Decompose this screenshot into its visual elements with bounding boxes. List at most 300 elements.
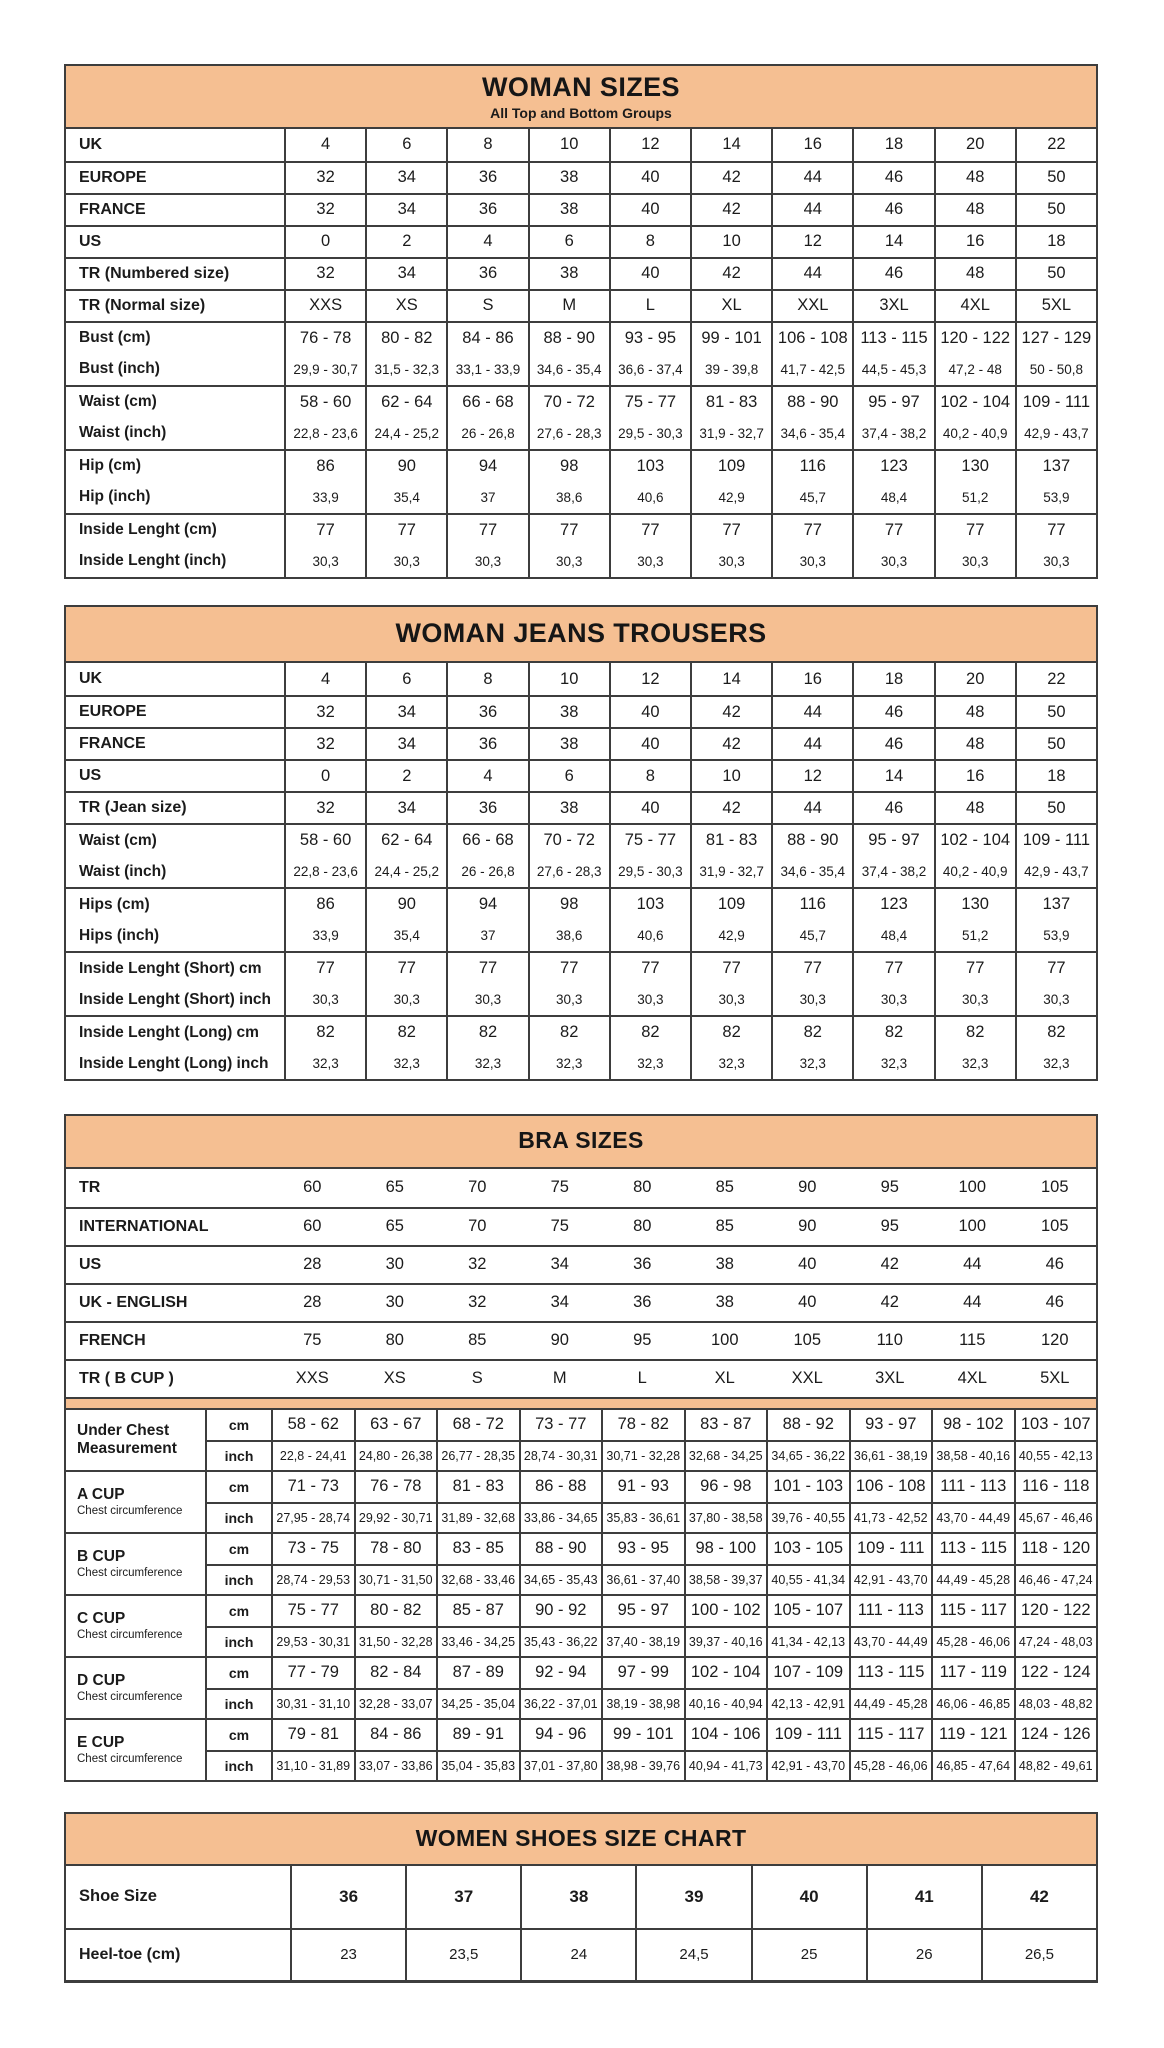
row-label: INTERNATIONAL	[79, 1217, 209, 1235]
size-cell: 32	[284, 163, 365, 193]
row-label: US	[79, 1255, 102, 1273]
measure-cell-cm: 89 - 91	[452, 1725, 504, 1744]
size-cell-inch: 42,9 - 43,7	[1024, 425, 1089, 441]
size-cell-inch: 37,4 - 38,2	[861, 425, 927, 441]
size-cell-inch: 30,3	[556, 553, 583, 569]
measure-cell-cm: 80 - 82	[370, 1601, 422, 1620]
measure-cell-group	[354, 1472, 437, 1532]
measure-cell-cm: 94 - 96	[535, 1725, 587, 1744]
size-cell-cm: 81 - 83	[705, 392, 758, 411]
size-cell-group	[528, 515, 609, 577]
measure-cell-group	[354, 1658, 437, 1718]
size-cell-inch: 38,6	[556, 928, 583, 944]
size-cell: 46	[852, 793, 933, 823]
row-label: FRANCE	[79, 200, 146, 218]
table-row	[66, 161, 1096, 193]
size-cell-inch: 53,9	[1043, 489, 1070, 505]
size-cell-cm: 82	[641, 1023, 660, 1042]
size-cell: S	[446, 291, 527, 321]
size-cell: 38	[528, 697, 609, 727]
size-cell: 40	[798, 1293, 817, 1312]
shoes-header	[66, 1814, 1096, 1866]
size-cell-cm: 77	[316, 520, 335, 539]
size-cell-group	[528, 451, 609, 513]
size-cell-cm: 130	[961, 456, 989, 475]
size-cell: 120	[1040, 1331, 1069, 1350]
size-cell: 36	[633, 1255, 652, 1274]
table-row-pair	[66, 823, 1096, 887]
size-cell: 44	[771, 697, 852, 727]
measure-cell-inch: 41,73 - 42,52	[851, 1502, 932, 1532]
size-cell-group	[771, 451, 852, 513]
bra-measure-group	[66, 1718, 1096, 1780]
size-cell: 44	[963, 1293, 982, 1312]
measure-cell-group	[601, 1720, 684, 1780]
bra-conversion-row	[66, 1283, 1096, 1321]
size-cell-cm: 90	[397, 456, 416, 475]
measure-cell-cm: 116 - 118	[1022, 1477, 1090, 1496]
size-cell: 38	[528, 259, 609, 289]
measure-cell-inch: 35,43 - 36,22	[521, 1626, 602, 1656]
size-cell: 12	[609, 663, 690, 695]
measure-cell-inch: 22,8 - 24,41	[273, 1440, 354, 1470]
measure-cell-cm: 77 - 79	[287, 1663, 339, 1682]
table-row	[66, 1928, 1096, 1980]
size-cell-inch: 30,3	[393, 992, 420, 1008]
unit-cm-label: cm	[228, 1416, 250, 1433]
row-label: UK - ENGLISH	[79, 1293, 188, 1311]
shoes-title: WOMEN SHOES SIZE CHART	[415, 1824, 747, 1851]
row-label: TR ( B CUP )	[79, 1369, 174, 1387]
measure-cell-inch: 32,68 - 33,46	[438, 1564, 519, 1594]
measure-cell-inch: 36,61 - 37,40	[603, 1564, 684, 1594]
size-cell: 36	[633, 1293, 652, 1312]
group-label-title: B CUP	[77, 1548, 126, 1566]
size-cell: 20	[934, 129, 1015, 161]
size-cell-inch: 33,1 - 33,9	[455, 361, 521, 377]
table-row	[66, 129, 1096, 161]
size-cell: 40	[609, 163, 690, 193]
measure-cell-inch: 32,28 - 33,07	[356, 1688, 437, 1718]
measure-cell-group	[601, 1658, 684, 1718]
size-cell-group	[1015, 451, 1096, 513]
measure-cell-inch: 34,65 - 36,22	[768, 1440, 849, 1470]
size-cell: 14	[690, 129, 771, 161]
group-label-title: C CUP	[77, 1610, 126, 1628]
size-cell-group	[771, 387, 852, 449]
size-cell-cm: 82	[397, 1023, 416, 1042]
size-cell-cm: 95 - 97	[868, 392, 920, 411]
measure-cell-group	[684, 1472, 767, 1532]
size-cell: 6	[528, 227, 609, 257]
measure-cell-inch: 29,53 - 30,31	[273, 1626, 354, 1656]
size-cell: 44	[771, 195, 852, 225]
bra-conversion-row	[66, 1245, 1096, 1283]
size-cell-group	[1015, 1017, 1096, 1079]
row-label-group	[66, 515, 284, 577]
row-label-group	[66, 889, 284, 951]
size-cell-cm: 93 - 95	[624, 328, 677, 347]
row-label: TR (Normal size)	[79, 296, 206, 314]
measure-cell-inch: 45,28 - 46,06	[933, 1626, 1014, 1656]
row-label: TR (Jean size)	[79, 799, 187, 817]
measure-cell-inch: 45,67 - 46,46	[1016, 1502, 1097, 1532]
table-row	[66, 695, 1096, 727]
row-label-inch: Inside Lenght (Long) inch	[79, 1054, 269, 1072]
size-cell-group	[852, 825, 933, 887]
size-cell: 42	[690, 729, 771, 759]
size-cell: 38	[715, 1293, 734, 1312]
size-cell-group	[609, 515, 690, 577]
measure-cell-group	[271, 1720, 354, 1780]
size-cell: 40	[609, 697, 690, 727]
size-cell-group	[446, 451, 527, 513]
size-cell-inch: 32,3	[393, 1056, 420, 1072]
measure-cell-cm: 84 - 86	[370, 1725, 422, 1744]
size-cell-inch: 38,6	[556, 489, 583, 505]
size-cell: 48	[934, 259, 1015, 289]
size-cell: 85	[468, 1331, 487, 1350]
size-cell-inch: 30,3	[393, 553, 420, 569]
measure-cell-cm: 106 - 108	[855, 1477, 926, 1496]
row-label: TR (Numbered size)	[79, 264, 230, 282]
bra-sizes-header	[66, 1116, 1096, 1168]
size-cell-group	[528, 953, 609, 1015]
size-cell-inch: 48,4	[880, 928, 908, 944]
measure-cell-inch: 28,74 - 29,53	[273, 1564, 354, 1594]
size-cell: 14	[852, 227, 933, 257]
size-cell: 10	[690, 761, 771, 791]
group-label-subtitle: Chest circumference	[77, 1691, 183, 1704]
measure-cell-group	[766, 1534, 849, 1594]
woman-jeans-table	[64, 605, 1098, 1082]
size-cell: 32	[468, 1293, 487, 1312]
measure-cell-cm: 107 - 109	[773, 1663, 844, 1682]
row-label: US	[79, 232, 102, 250]
size-cell-inch: 45,7	[799, 489, 826, 505]
size-cell-group	[446, 953, 527, 1015]
size-cell-group	[446, 1017, 527, 1079]
row-label-cm: Inside Lenght (Short) cm	[79, 959, 262, 977]
row-label-group	[66, 1017, 284, 1079]
size-cell: 6	[528, 761, 609, 791]
size-cell: 8	[609, 761, 690, 791]
size-cell: 70	[468, 1217, 487, 1236]
size-cell: 30	[385, 1293, 404, 1312]
size-cell-group	[771, 515, 852, 577]
measure-cell-cm: 101 - 103	[773, 1477, 844, 1496]
size-cell-cm: 95 - 97	[868, 831, 920, 850]
size-cell-group	[446, 889, 527, 951]
size-cell-inch: 37	[480, 928, 496, 944]
measure-cell-cm: 119 - 121	[939, 1725, 1008, 1744]
size-cell: 46	[1045, 1293, 1064, 1312]
size-cell-inch: 29,9 - 30,7	[293, 361, 358, 377]
measure-cell-group	[519, 1534, 602, 1594]
unit-cm-label: cm	[228, 1664, 250, 1681]
size-cell: 36	[446, 195, 527, 225]
size-cell-cm: 58 - 60	[299, 392, 352, 411]
size-cell: L	[637, 1369, 647, 1388]
measure-cell-group	[849, 1658, 932, 1718]
size-cell-group	[446, 387, 527, 449]
measure-cell-cm: 78 - 82	[617, 1415, 669, 1434]
measure-cell-cm: 73 - 77	[535, 1415, 587, 1434]
measure-cell-cm: 73 - 75	[287, 1539, 339, 1558]
size-cell: 40	[609, 729, 690, 759]
measure-cell-group	[931, 1410, 1014, 1470]
unit-inch-label: inch	[207, 1440, 271, 1470]
bra-sizes-table	[64, 1114, 1098, 1781]
measure-cell-cm: 85 - 87	[452, 1601, 504, 1620]
size-cell-inch: 32,3	[962, 1056, 989, 1072]
shoes-size-table	[64, 1812, 1098, 1983]
measure-cell-group	[684, 1658, 767, 1718]
size-cell: 50	[1015, 195, 1096, 225]
measure-cell-group	[271, 1534, 354, 1594]
size-cell: 0	[284, 227, 365, 257]
size-cell: 37	[405, 1866, 520, 1928]
size-cell-cm: 82	[884, 1023, 904, 1042]
row-label-inch: Inside Lenght (Short) inch	[79, 990, 272, 1008]
row-label: US	[79, 767, 102, 785]
size-cell-inch: 32,3	[1043, 1056, 1070, 1072]
size-cell-cm: 103	[636, 895, 665, 914]
size-cell-group	[1015, 889, 1096, 951]
size-cell-inch: 34,6 - 35,4	[780, 425, 846, 441]
size-cell-group	[1015, 323, 1096, 385]
size-cell-inch: 40,6	[637, 489, 664, 505]
size-cell: 2	[365, 761, 446, 791]
measure-cell-inch: 39,37 - 40,16	[686, 1626, 767, 1656]
size-cell: 42	[690, 163, 771, 193]
size-cell: 23,5	[405, 1930, 520, 1980]
size-cell: 48	[934, 195, 1015, 225]
size-cell-group	[690, 953, 771, 1015]
size-cell: XXL	[791, 1369, 823, 1388]
row-label-group	[66, 953, 284, 1015]
size-cell-cm: 116	[799, 456, 826, 475]
measure-cell-cm: 83 - 87	[700, 1415, 752, 1434]
measure-cell-cm: 82 - 84	[370, 1663, 422, 1682]
bra-measure-group	[66, 1410, 1096, 1470]
table-row	[66, 759, 1096, 791]
size-cell-group	[852, 451, 933, 513]
size-cell-cm: 77	[884, 959, 904, 978]
measure-cell-inch: 31,10 - 31,89	[273, 1750, 354, 1780]
bra-sizes-title: BRA SIZES	[518, 1127, 644, 1154]
measure-cell-group	[271, 1472, 354, 1532]
measure-cell-group	[1014, 1534, 1097, 1594]
measure-cell-inch: 40,16 - 40,94	[686, 1688, 767, 1718]
table-row-pair	[66, 513, 1096, 577]
row-label: UK	[79, 670, 103, 688]
size-cell: 95	[880, 1217, 899, 1236]
measure-cell-inch: 26,77 - 28,35	[438, 1440, 519, 1470]
measure-cell-cm: 63 - 67	[370, 1415, 422, 1434]
size-cell-cm: 88 - 90	[787, 831, 839, 850]
size-cell: 8	[446, 663, 527, 695]
measure-cell-inch: 40,55 - 41,34	[768, 1564, 849, 1594]
size-cell-cm: 109 - 111	[1022, 831, 1091, 850]
size-cell: 20	[934, 663, 1015, 695]
measure-cell-inch: 27,95 - 28,74	[273, 1502, 354, 1532]
measure-cell-group	[766, 1410, 849, 1470]
measure-cell-cm: 124 - 126	[1020, 1725, 1091, 1744]
measure-cell-cm: 86 - 88	[535, 1477, 587, 1496]
size-cell-cm: 123	[880, 895, 908, 914]
table-row	[66, 289, 1096, 321]
size-cell: 4	[446, 227, 527, 257]
size-cell-inch: 30,3	[880, 992, 908, 1008]
measure-cell-inch: 38,58 - 39,37	[686, 1564, 767, 1594]
size-cell: 75	[550, 1178, 569, 1197]
measure-cell-group	[931, 1658, 1014, 1718]
measure-cell-group	[931, 1596, 1014, 1656]
size-cell: 40	[609, 195, 690, 225]
group-label-subtitle: Chest circumference	[77, 1629, 183, 1642]
table-row	[66, 791, 1096, 823]
size-cell: 36	[446, 163, 527, 193]
size-cell: 5XL	[1040, 1369, 1070, 1388]
measure-cell-group	[684, 1410, 767, 1470]
size-cell: 41	[866, 1866, 981, 1928]
table-row-pair	[66, 321, 1096, 385]
size-cell: 75	[550, 1217, 569, 1236]
size-cell-group	[365, 515, 446, 577]
size-cell-group	[1015, 515, 1096, 577]
size-cell-group	[609, 387, 690, 449]
size-cell: 36	[290, 1866, 405, 1928]
table-row	[66, 225, 1096, 257]
size-cell-cm: 77	[560, 520, 579, 539]
bra-measure-group	[66, 1532, 1096, 1594]
measure-cell-inch: 33,86 - 34,65	[521, 1502, 602, 1532]
measure-cell-cm: 102 - 104	[690, 1663, 761, 1682]
woman-sizes-title: WOMAN SIZES	[482, 72, 680, 102]
size-cell: 36	[446, 259, 527, 289]
size-cell: 34	[365, 195, 446, 225]
measure-cell-group	[931, 1472, 1014, 1532]
size-cell-cm: 123	[880, 456, 908, 475]
size-cell: 46	[852, 163, 933, 193]
measure-cell-inch: 44,49 - 45,28	[933, 1564, 1014, 1594]
group-label-title: D CUP	[77, 1672, 126, 1690]
measure-cell-cm: 113 - 115	[857, 1663, 925, 1682]
size-cell-group	[771, 323, 852, 385]
size-cell: 12	[609, 129, 690, 161]
size-cell-cm: 82	[803, 1023, 822, 1042]
size-cell-group	[365, 953, 446, 1015]
measure-cell-cm: 105 - 107	[773, 1601, 844, 1620]
size-cell-inch: 42,9 - 43,7	[1024, 864, 1089, 880]
size-cell: 34	[365, 163, 446, 193]
measure-cell-group	[1014, 1472, 1097, 1532]
size-cell-inch: 44,5 - 45,3	[861, 361, 927, 377]
measure-cell-group	[436, 1472, 519, 1532]
group-label-title: A CUP	[77, 1486, 125, 1504]
size-cell: 46	[852, 259, 933, 289]
size-cell: 14	[690, 663, 771, 695]
size-cell: 40	[609, 259, 690, 289]
size-cell-cm: 130	[961, 895, 989, 914]
measure-cell-inch: 37,01 - 37,80	[521, 1750, 602, 1780]
size-cell: 50	[1015, 259, 1096, 289]
size-cell-cm: 82	[1047, 1023, 1066, 1042]
size-cell: 46	[1045, 1255, 1064, 1274]
size-cell-cm: 98	[560, 456, 579, 475]
measure-cell-inch: 34,25 - 35,04	[438, 1688, 519, 1718]
size-cell: 4	[446, 761, 527, 791]
size-cell-group	[771, 825, 852, 887]
measure-cell-group	[931, 1534, 1014, 1594]
measure-cell-inch: 36,22 - 37,01	[521, 1688, 602, 1718]
measure-cell-group	[849, 1410, 932, 1470]
measure-cell-group	[519, 1658, 602, 1718]
size-cell-inch: 31,9 - 32,7	[699, 425, 764, 441]
size-cell: 24,5	[635, 1930, 750, 1980]
measure-cell-group	[271, 1596, 354, 1656]
size-cell-cm: 77	[641, 959, 660, 978]
row-label-inch: Bust (inch)	[79, 360, 160, 378]
size-cell-inch: 29,5 - 30,3	[618, 864, 683, 880]
measure-cell-inch: 46,85 - 47,64	[933, 1750, 1014, 1780]
row-label-group	[66, 387, 284, 449]
size-cell-inch: 36,6 - 37,4	[618, 361, 683, 377]
measure-cell-inch: 38,98 - 39,76	[603, 1750, 684, 1780]
size-cell: 6	[365, 663, 446, 695]
measure-cell-group	[436, 1596, 519, 1656]
size-cell: 18	[1015, 761, 1096, 791]
size-cell: 32	[284, 697, 365, 727]
measure-cell-group	[684, 1534, 767, 1594]
row-label: TR	[79, 1178, 101, 1196]
size-cell-inch: 30,3	[718, 553, 745, 569]
size-cell-group	[934, 387, 1015, 449]
size-cell: 44	[771, 163, 852, 193]
size-cell: 90	[798, 1178, 817, 1197]
size-cell-inch: 33,9	[312, 928, 339, 944]
size-cell-group	[934, 515, 1015, 577]
size-cell-cm: 127 - 129	[1021, 328, 1092, 347]
bra-measurement-rows	[66, 1410, 1096, 1780]
size-cell: 32	[284, 259, 365, 289]
size-cell-cm: 77	[1047, 520, 1066, 539]
size-cell-group	[284, 953, 365, 1015]
measure-cell-cm: 98 - 102	[942, 1415, 1004, 1434]
size-cell-inch: 40,2 - 40,9	[942, 864, 1008, 880]
measure-cell-cm: 87 - 89	[452, 1663, 504, 1682]
size-cell: 32	[284, 195, 365, 225]
size-cell: XXS	[295, 1369, 329, 1388]
shoes-rows	[66, 1866, 1096, 1980]
size-cell-inch: 30,3	[880, 553, 908, 569]
size-cell-group	[690, 825, 771, 887]
bra-conversion-rows	[66, 1169, 1096, 1397]
size-cell: 80	[385, 1331, 404, 1350]
size-cell: 50	[1015, 697, 1096, 727]
measure-cell-cm: 90 - 92	[535, 1601, 587, 1620]
table-row-pair	[66, 887, 1096, 951]
measure-cell-inch: 36,61 - 38,19	[851, 1440, 932, 1470]
unit-cm-label: cm	[228, 1602, 250, 1619]
size-cell-cm: 88 - 90	[543, 328, 595, 347]
measure-cell-inch: 48,03 - 48,82	[1016, 1688, 1097, 1718]
measure-cell-inch: 40,94 - 41,73	[686, 1750, 767, 1780]
group-label	[66, 1534, 205, 1594]
size-cell-inch: 26 - 26,8	[461, 864, 515, 880]
row-label: FRENCH	[79, 1331, 146, 1349]
